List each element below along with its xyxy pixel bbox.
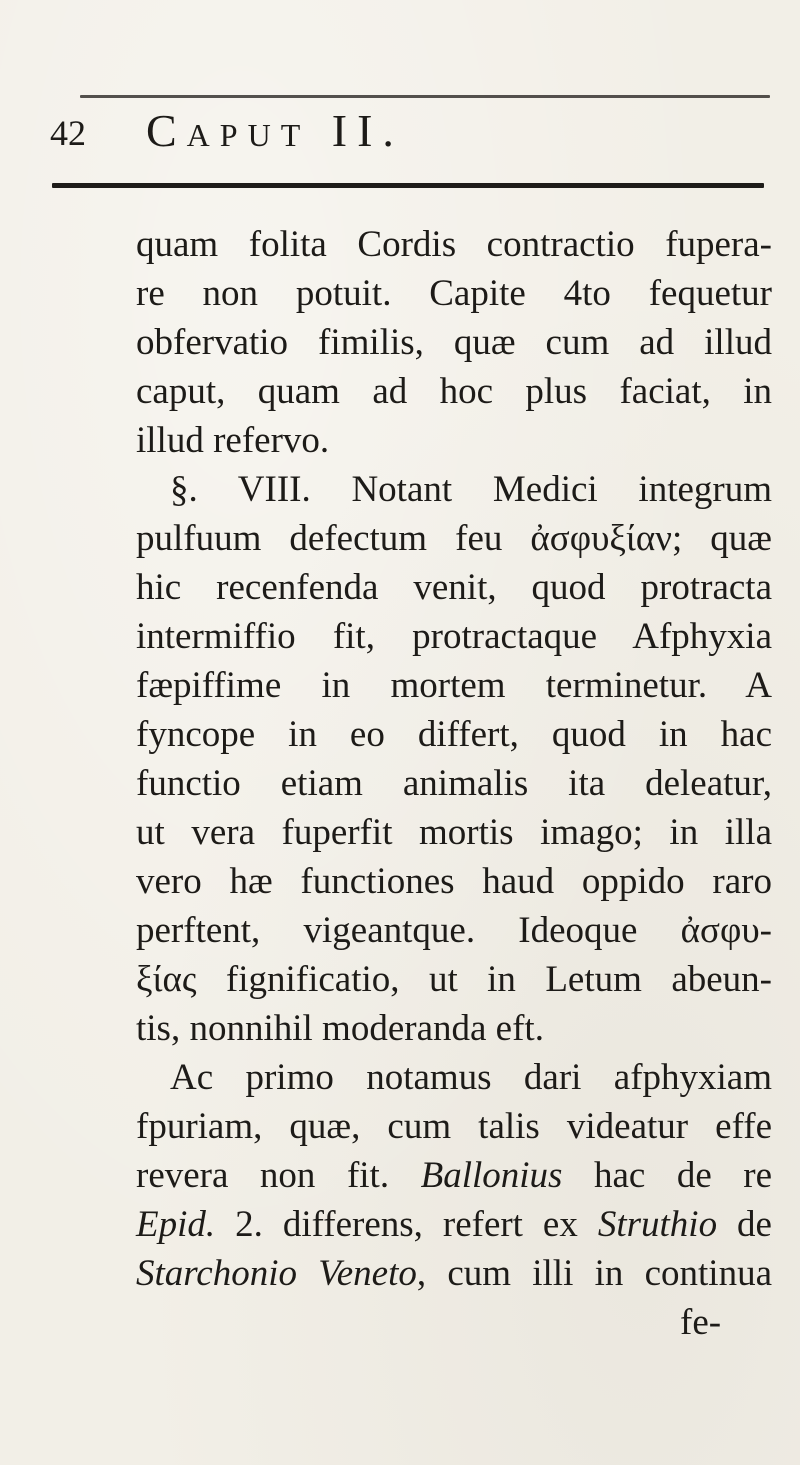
running-head [50,105,770,172]
page-number: 42 [50,113,86,153]
text-line: Ac primo notamus dari afphyxiam [170,1057,772,1098]
text-line: Epid. 2. differens, refert ex Struthio de [136,1204,772,1245]
text-line: pulfuum defectum feu ἀσφυξίαν; quæ [136,518,772,559]
catchword: fe- [680,1302,722,1343]
text-line: revera non fit. Ballonius hac de re [136,1155,772,1196]
text-line: hic recenfenda venit, quod protracta [136,567,772,608]
text-line: ut vera fuperfit mortis imago; in illa [136,812,772,853]
text-line: functio etiam animalis ita deleatur, [136,763,772,804]
text-line: intermiffio fit, protractaque Afphyxia [136,616,772,657]
top-rule [80,95,770,98]
text-line: quam folita Cordis contractio fupera- [136,224,772,265]
chapter-title: Caput II. [146,105,404,156]
text-line: fæpiffime in mortem terminetur. A [136,665,772,706]
text-line: illud refervo. [136,420,330,461]
text-line: re non potuit. Capite 4to fequetur [136,273,772,314]
text-line: vero hæ functiones haud oppido raro [136,861,772,902]
text-line: tis, nonnihil moderanda eft. [136,1008,544,1049]
text-line: perftent, vigeantque. Ideoque ἀσφυ- [136,910,772,951]
text-line: Starchonio Veneto, cum illi in continua [136,1253,772,1294]
text-line: fpuriam, quæ, cum talis videatur effe [136,1106,772,1147]
header-rule [52,183,764,188]
text-line: caput, quam ad hoc plus faciat, in [136,371,772,412]
text-line: ξίας fignificatio, ut in Letum abeun- [136,959,772,1000]
section-heading-line: §. VIII. Notant Medici integrum [170,469,772,510]
text-line: obfervatio fimilis, quæ cum ad illud [136,322,772,363]
text-line: fyncope in eo differt, quod in hac [136,714,772,755]
